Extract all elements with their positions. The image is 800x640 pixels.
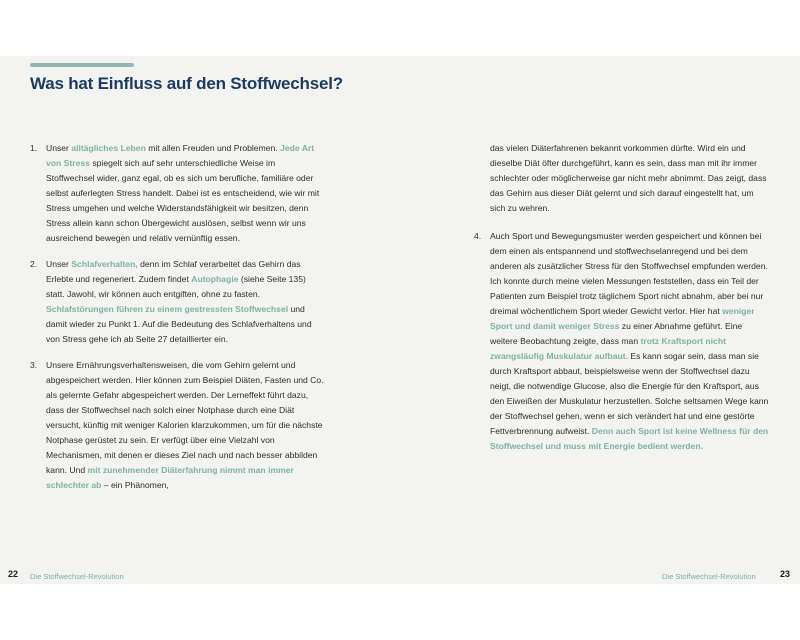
- list-item-number: 1.: [30, 143, 38, 153]
- body-text: mit allen Freuden und Problemen.: [145, 143, 281, 153]
- list-item-continued: [474, 141, 770, 216]
- body-text: das vielen Diäterfahrenen bekannt vorkommen dürfte. Wird ein und dieselbe Diät öfter durchgeführt, kann es sein, dass man mit ihr immer schlechter oder möglicherweise gar nicht mehr abnimmt. Das zeigt, dass das Gehirn aus dieser Diät gelernt und sich darauf eingestellt hat, um sich zu wehren.: [490, 143, 767, 213]
- highlighted-text: Jede Art von Stress: [46, 143, 315, 168]
- highlighted-text: Autophagie: [191, 274, 239, 284]
- highlighted-text: Schlafverhalten,: [71, 259, 138, 269]
- body-text: – ein Phänomen,: [101, 480, 169, 490]
- left-column: [30, 141, 326, 504]
- body-text: und damit wieder zu Punkt 1. Auf die Bedeutung des Schlafverhaltens und von Stress gehe ich ab Seite 27 detaillierter ein.: [46, 304, 312, 344]
- highlighted-text: Schlafstörungen führen zu einem gestressten Stoffwechsel: [46, 304, 289, 314]
- body-text: Unser: [46, 259, 72, 269]
- right-running-footer: Die Stoffwechsel-Revolution: [662, 572, 756, 581]
- body-text: Es kann sogar sein, dass man sie durch Kraftsport abbaut, beispielsweise wenn der Stoffwechsel dazu neigt, die notwendige Glucose, also die Energie für den Kraftsport, aus den Eiweißen der Muskulatur herzustellen. Solche seltsamen Wege kann der Stoffwechsel gehen, wenn er sich verändert hat und eine gestörte Fettverbrennung aufweist.: [490, 351, 769, 436]
- highlighted-text: alltägliches Leben: [71, 143, 146, 153]
- list-item-4: [474, 229, 770, 454]
- list-item-1: [30, 141, 326, 246]
- highlighted-text: Denn auch Sport ist keine Wellness für den Stoffwechsel und muss mit Energie bedient werden.: [490, 426, 769, 451]
- page-title: Was hat Einfluss auf den Stoffwechsel?: [30, 74, 343, 93]
- body-text: denn im Schlaf verarbeitet das Gehirn das Erlebte und regeneriert. Zudem findet: [46, 259, 301, 284]
- list-item-number: 2.: [30, 259, 38, 269]
- highlighted-text: weniger Sport und damit weniger Stress: [490, 306, 755, 331]
- body-text: zu einer Abnahme geführt. Eine weitere Beobachtung zeigte, dass man: [490, 321, 743, 346]
- right-page-number: 23: [780, 569, 791, 579]
- list-item-2: [30, 257, 326, 347]
- body-text: (siehe Seite 135) statt. Jawohl, wir können auch entgiften, ohne zu fasten.: [46, 274, 306, 299]
- title-accent-bar: [30, 63, 134, 67]
- list-item-number: 4.: [474, 231, 482, 241]
- left-running-footer: Die Stoffwechsel-Revolution: [30, 572, 124, 581]
- body-text: Auch Sport und Bewegungsmuster werden gespeichert und können bei dem einen als entspannend und stoffwechselanregend und bei dem anderen als zusätzlicher Stress für den Stoffwechsel empfunden werden. Ich konnte durch meine vielen Messungen feststellen, dass ein Teil der Patienten zum Beispiel trotz täglichem Sport nicht abnahm, aber bei nur dreimal wöchentlichem Sport wieder Gewicht verlor. Hier hat: [490, 231, 768, 316]
- highlighted-text: mit zunehmender Diäterfahrung nimmt man immer schlechter ab: [46, 465, 294, 490]
- highlighted-text: trotz Kraftsport nicht zwangsläufig Muskulatur aufbaut.: [490, 336, 726, 361]
- body-text: Unsere Ernährungsverhaltensweisen, die vom Gehirn gelernt und abgespeichert werden. Hier können zum Beispiel Diäten, Fasten und Co. als gelernte Gefahr abgespeichert werden. Der Lerneffekt führt dazu, dass der Stoffwechsel nach solch einer Notphase durch eine Diät versucht, künftig mit weniger Kalorien klarzukommen, um für die nächste Notphase gerüstet zu sein. Er verfügt über eine Vielzahl von Mechanismen, mit denen er dieses Ziel nach und nach besser abbilden kann. Und: [46, 360, 324, 475]
- list-item-3: [30, 358, 326, 493]
- body-text: Unser: [46, 143, 72, 153]
- left-page-number: 22: [8, 569, 19, 579]
- right-column: [474, 141, 770, 465]
- list-item-number: 3.: [30, 360, 38, 370]
- body-text: spiegelt sich auf sehr unterschiedliche Weise im Stoffwechsel wider, ganz egal, ob es sich um berufliche, familiäre oder selbst auferlegten Stress handelt. Dabei ist es entscheidend, wie wir mit Stress umgehen und welche Widerstandsfähigkeit wir besitzen, denn Stress allein kann schon Übergewicht auslösen, selbst wenn wir uns ausreichend bewegen und relativ vernünftig essen.: [46, 158, 320, 243]
